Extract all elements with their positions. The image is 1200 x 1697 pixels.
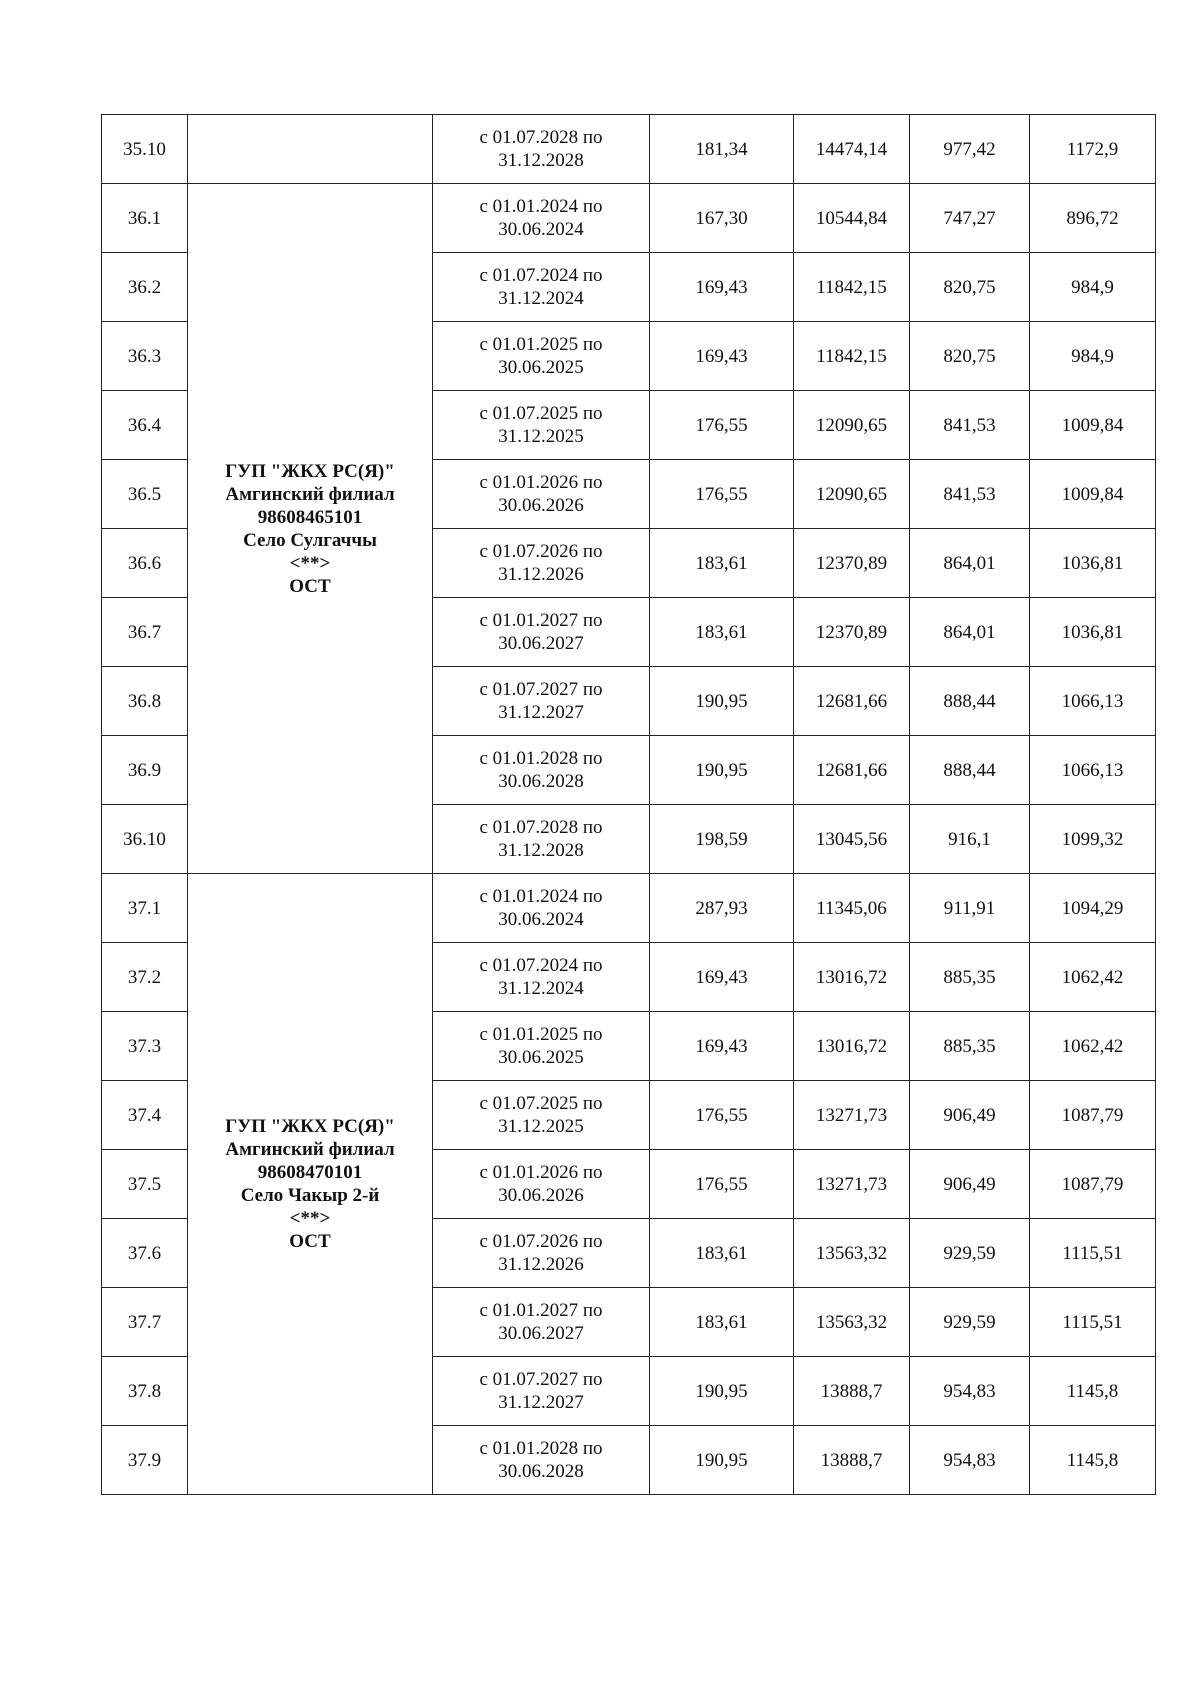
value-cell-col2: 13563,32 — [794, 1288, 910, 1357]
period-line: 30.06.2025 — [498, 357, 584, 378]
period-cell — [433, 391, 650, 460]
value-cell-col1: 190,95 — [650, 1426, 794, 1495]
row-number-cell: 37.1 — [102, 874, 188, 943]
period-cell — [433, 1219, 650, 1288]
period-line: 30.06.2026 — [498, 1185, 584, 1206]
organization-line: ГУП "ЖКХ РС(Я)" — [225, 1116, 395, 1137]
value-cell-col2: 11842,15 — [794, 253, 910, 322]
value-cell-col4: 1172,9 — [1030, 115, 1156, 184]
value-cell-col1: 287,93 — [650, 874, 794, 943]
value-cell-col4: 1145,8 — [1030, 1357, 1156, 1426]
value-cell-col2: 13888,7 — [794, 1357, 910, 1426]
value-cell-col4: 896,72 — [1030, 184, 1156, 253]
period-line: 30.06.2027 — [498, 633, 584, 654]
period-line: с 01.01.2026 по — [479, 1162, 603, 1183]
period-line: с 01.07.2024 по — [479, 955, 603, 976]
value-cell-col2: 13016,72 — [794, 943, 910, 1012]
value-cell-col1: 190,95 — [650, 736, 794, 805]
row-number-cell: 37.5 — [102, 1150, 188, 1219]
period-line: с 01.01.2024 по — [479, 886, 603, 907]
value-cell-col4: 1062,42 — [1030, 943, 1156, 1012]
period-line: 31.12.2024 — [498, 978, 584, 999]
period-line: 30.06.2026 — [498, 495, 584, 516]
row-number-cell: 36.2 — [102, 253, 188, 322]
value-cell-col1: 190,95 — [650, 667, 794, 736]
value-cell-col3: 841,53 — [910, 391, 1030, 460]
organization-line: ОСТ — [289, 1231, 331, 1252]
value-cell-col1: 176,55 — [650, 1081, 794, 1150]
tariff-table — [101, 114, 1156, 1495]
period-line: 31.12.2027 — [498, 702, 584, 723]
row-number-cell: 36.9 — [102, 736, 188, 805]
table-row — [102, 115, 1156, 184]
period-line: с 01.07.2027 по — [479, 1369, 603, 1390]
row-number-cell: 36.4 — [102, 391, 188, 460]
period-line: с 01.07.2028 по — [479, 127, 603, 148]
value-cell-col1: 183,61 — [650, 529, 794, 598]
row-number-cell: 35.10 — [102, 115, 188, 184]
value-cell-col3: 888,44 — [910, 667, 1030, 736]
period-line: с 01.07.2027 по — [479, 679, 603, 700]
value-cell-col2: 12681,66 — [794, 667, 910, 736]
value-cell-col1: 176,55 — [650, 1150, 794, 1219]
period-cell — [433, 322, 650, 391]
period-cell — [433, 1081, 650, 1150]
value-cell-col1: 183,61 — [650, 1219, 794, 1288]
period-line: 31.12.2024 — [498, 288, 584, 309]
period-cell — [433, 184, 650, 253]
period-line: 30.06.2027 — [498, 1323, 584, 1344]
row-number-cell: 36.1 — [102, 184, 188, 253]
organization-cell — [188, 184, 433, 874]
value-cell-col1: 169,43 — [650, 253, 794, 322]
period-cell — [433, 115, 650, 184]
row-number-cell: 37.8 — [102, 1357, 188, 1426]
value-cell-col1: 176,55 — [650, 460, 794, 529]
table-row — [102, 874, 1156, 943]
period-line: с 01.07.2028 по — [479, 817, 603, 838]
period-line: с 01.07.2025 по — [479, 403, 603, 424]
period-cell — [433, 1150, 650, 1219]
value-cell-col3: 929,59 — [910, 1219, 1030, 1288]
value-cell-col4: 1115,51 — [1030, 1288, 1156, 1357]
value-cell-col4: 1062,42 — [1030, 1012, 1156, 1081]
organization-line: ОСТ — [289, 575, 331, 597]
value-cell-col3: 977,42 — [910, 115, 1030, 184]
row-number-cell: 36.7 — [102, 598, 188, 667]
value-cell-col3: 864,01 — [910, 598, 1030, 667]
value-cell-col3: 820,75 — [910, 253, 1030, 322]
value-cell-col4: 984,9 — [1030, 322, 1156, 391]
value-cell-col2: 13045,56 — [794, 805, 910, 874]
value-cell-col3: 954,83 — [910, 1426, 1030, 1495]
row-number-cell: 37.9 — [102, 1426, 188, 1495]
period-line: с 01.01.2026 по — [479, 472, 603, 493]
row-number-cell: 36.5 — [102, 460, 188, 529]
period-line: с 01.07.2026 по — [479, 1231, 603, 1252]
value-cell-col4: 984,9 — [1030, 253, 1156, 322]
period-cell — [433, 1357, 650, 1426]
value-cell-col4: 1087,79 — [1030, 1081, 1156, 1150]
period-cell — [433, 529, 650, 598]
value-cell-col2: 12370,89 — [794, 598, 910, 667]
value-cell-col1: 169,43 — [650, 1012, 794, 1081]
value-cell-col3: 841,53 — [910, 460, 1030, 529]
value-cell-col2: 11345,06 — [794, 874, 910, 943]
period-line: 31.12.2028 — [498, 840, 584, 861]
period-line: с 01.01.2028 по — [479, 748, 603, 769]
value-cell-col3: 864,01 — [910, 529, 1030, 598]
organization-cell-empty — [188, 115, 433, 184]
period-line: 31.12.2025 — [498, 426, 584, 447]
organization-line: 98608465101 — [257, 506, 363, 528]
value-cell-col4: 1115,51 — [1030, 1219, 1156, 1288]
value-cell-col2: 13271,73 — [794, 1150, 910, 1219]
period-cell — [433, 943, 650, 1012]
value-cell-col1: 176,55 — [650, 391, 794, 460]
value-cell-col4: 1145,8 — [1030, 1426, 1156, 1495]
period-cell — [433, 1288, 650, 1357]
period-line: 31.12.2028 — [498, 150, 584, 171]
organization-line: Село Чакыр 2-й — [240, 1185, 380, 1206]
period-line: с 01.07.2025 по — [479, 1093, 603, 1114]
period-cell — [433, 598, 650, 667]
period-cell — [433, 805, 650, 874]
row-number-cell: 36.10 — [102, 805, 188, 874]
period-line: 30.06.2028 — [498, 771, 584, 792]
period-line: с 01.01.2027 по — [479, 610, 603, 631]
period-line: с 01.07.2024 по — [479, 265, 603, 286]
value-cell-col2: 13271,73 — [794, 1081, 910, 1150]
period-line: с 01.01.2025 по — [479, 334, 603, 355]
period-line: 31.12.2026 — [498, 1254, 584, 1275]
value-cell-col1: 183,61 — [650, 598, 794, 667]
value-cell-col1: 169,43 — [650, 943, 794, 1012]
value-cell-col4: 1066,13 — [1030, 736, 1156, 805]
value-cell-col2: 12090,65 — [794, 391, 910, 460]
value-cell-col4: 1066,13 — [1030, 667, 1156, 736]
period-line: с 01.01.2028 по — [479, 1438, 603, 1459]
period-line: 30.06.2024 — [498, 909, 584, 930]
value-cell-col3: 929,59 — [910, 1288, 1030, 1357]
row-number-cell: 37.7 — [102, 1288, 188, 1357]
value-cell-col2: 13888,7 — [794, 1426, 910, 1495]
organization-line: Село Сулгаччы — [243, 529, 377, 551]
value-cell-col2: 11842,15 — [794, 322, 910, 391]
period-line: 31.12.2026 — [498, 564, 584, 585]
row-number-cell: 37.6 — [102, 1219, 188, 1288]
period-cell — [433, 736, 650, 805]
row-number-cell: 37.2 — [102, 943, 188, 1012]
value-cell-col1: 183,61 — [650, 1288, 794, 1357]
value-cell-col3: 906,49 — [910, 1081, 1030, 1150]
value-cell-col2: 12090,65 — [794, 460, 910, 529]
period-line: с 01.01.2025 по — [479, 1024, 603, 1045]
period-cell — [433, 1426, 650, 1495]
value-cell-col2: 10544,84 — [794, 184, 910, 253]
value-cell-col2: 12681,66 — [794, 736, 910, 805]
period-cell — [433, 253, 650, 322]
period-cell — [433, 874, 650, 943]
table-row — [102, 184, 1156, 253]
row-number-cell: 37.4 — [102, 1081, 188, 1150]
value-cell-col2: 13563,32 — [794, 1219, 910, 1288]
organization-line: <**> — [289, 552, 331, 574]
value-cell-col2: 14474,14 — [794, 115, 910, 184]
value-cell-col1: 190,95 — [650, 1357, 794, 1426]
value-cell-col4: 1036,81 — [1030, 598, 1156, 667]
period-line: 30.06.2024 — [498, 219, 584, 240]
tariff-table-body — [102, 115, 1156, 1495]
organization-line: <**> — [289, 1208, 331, 1229]
value-cell-col1: 169,43 — [650, 322, 794, 391]
value-cell-col3: 906,49 — [910, 1150, 1030, 1219]
value-cell-col2: 13016,72 — [794, 1012, 910, 1081]
row-number-cell: 37.3 — [102, 1012, 188, 1081]
value-cell-col4: 1009,84 — [1030, 391, 1156, 460]
organization-cell — [188, 874, 433, 1495]
row-number-cell: 36.6 — [102, 529, 188, 598]
row-number-cell: 36.3 — [102, 322, 188, 391]
period-line: с 01.01.2027 по — [479, 1300, 603, 1321]
organization-line: Амгинский филиал — [225, 1139, 395, 1160]
value-cell-col2: 12370,89 — [794, 529, 910, 598]
organization-line: 98608470101 — [257, 1162, 363, 1183]
value-cell-col3: 911,91 — [910, 874, 1030, 943]
period-cell — [433, 460, 650, 529]
value-cell-col1: 181,34 — [650, 115, 794, 184]
period-line: 30.06.2028 — [498, 1461, 584, 1482]
value-cell-col3: 747,27 — [910, 184, 1030, 253]
period-cell — [433, 1012, 650, 1081]
period-line: с 01.07.2026 по — [479, 541, 603, 562]
value-cell-col4: 1087,79 — [1030, 1150, 1156, 1219]
value-cell-col1: 198,59 — [650, 805, 794, 874]
period-cell — [433, 667, 650, 736]
period-line: 31.12.2027 — [498, 1392, 584, 1413]
period-line: с 01.01.2024 по — [479, 196, 603, 217]
value-cell-col3: 885,35 — [910, 1012, 1030, 1081]
period-line: 31.12.2025 — [498, 1116, 584, 1137]
value-cell-col3: 888,44 — [910, 736, 1030, 805]
value-cell-col3: 820,75 — [910, 322, 1030, 391]
value-cell-col4: 1009,84 — [1030, 460, 1156, 529]
organization-line: Амгинский филиал — [225, 483, 395, 505]
value-cell-col3: 954,83 — [910, 1357, 1030, 1426]
row-number-cell: 36.8 — [102, 667, 188, 736]
value-cell-col3: 885,35 — [910, 943, 1030, 1012]
value-cell-col1: 167,30 — [650, 184, 794, 253]
value-cell-col4: 1036,81 — [1030, 529, 1156, 598]
value-cell-col4: 1094,29 — [1030, 874, 1156, 943]
value-cell-col4: 1099,32 — [1030, 805, 1156, 874]
period-line: 30.06.2025 — [498, 1047, 584, 1068]
organization-line: ГУП "ЖКХ РС(Я)" — [225, 460, 395, 482]
value-cell-col3: 916,1 — [910, 805, 1030, 874]
